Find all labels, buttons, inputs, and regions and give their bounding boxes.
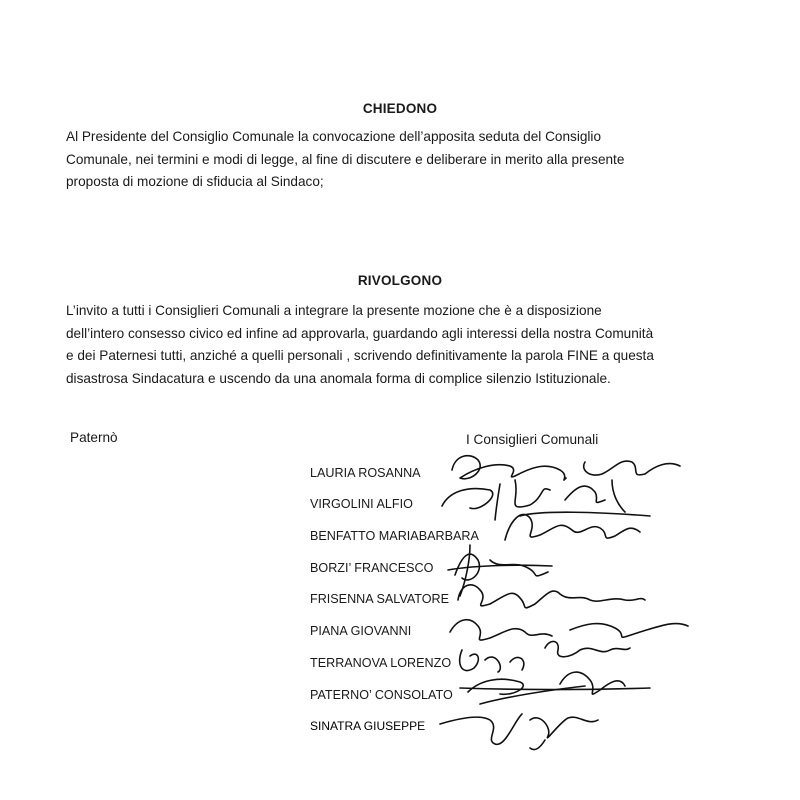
signer-name: TERRANOVA LORENZO bbox=[310, 656, 452, 670]
signature-scribble bbox=[460, 688, 650, 690]
signer-name: VIRGOLINI ALFIO bbox=[310, 497, 413, 511]
signature-scribble bbox=[545, 641, 630, 656]
signer-name: PIANA GIOVANNI bbox=[310, 624, 412, 638]
signature-scribble bbox=[505, 514, 640, 540]
paragraph-line: Al Presidente del Consiglio Comunale la convocazione dell’apposita seduta del Consiglio bbox=[66, 129, 602, 144]
paragraph-chiedono bbox=[66, 126, 726, 194]
signer-name: SINATRA GIUSEPPE bbox=[310, 719, 426, 733]
signature-scribble bbox=[450, 620, 688, 640]
paragraph-line: dell’intero consesso civico ed infine ad approvarla, guardando agli interessi della nostra Comunità bbox=[66, 325, 654, 341]
signature-scribble bbox=[460, 650, 524, 672]
heading-chiedono: CHIEDONO bbox=[362, 101, 438, 116]
paragraph-line: Comunale, nei termini e modi di legge, al fine di discutere e deliberare in merito alla presente bbox=[66, 151, 625, 167]
paragraph-line: disastrosa Sindacatura e uscendo da una anomala forma di complice silenzio Istituzionale. bbox=[66, 370, 611, 386]
paragraph-line: proposta di mozione di sfiducia al Sindaco; bbox=[66, 174, 324, 189]
paragraph-rivolgono bbox=[66, 300, 726, 390]
signer-name: PATERNO’ CONSOLATO bbox=[310, 688, 453, 702]
signature-scribble bbox=[440, 714, 598, 750]
paragraph-line: e dei Paternesi tutti, anziché a quelli personali , scrivendo definitivamente la parola FINE a questa bbox=[66, 348, 654, 363]
heading-rivolgono: RIVOLGONO bbox=[357, 273, 443, 288]
signer-name: BORZI’ FRANCESCO bbox=[310, 561, 434, 575]
place-label: Paternò bbox=[70, 430, 118, 445]
signers-title: I Consiglieri Comunali bbox=[466, 432, 599, 447]
signature-scribble bbox=[448, 565, 552, 570]
signature-scribble bbox=[468, 672, 625, 704]
paragraph-line: L’invito a tutti i Consiglieri Comunali a integrare la presente mozione che è a disposizione bbox=[66, 303, 602, 318]
signature-scribble bbox=[455, 545, 548, 596]
signature-scribble bbox=[565, 480, 625, 512]
signer-name: BENFATTO MARIABARBARA bbox=[310, 529, 479, 543]
signature-scribble bbox=[442, 480, 550, 520]
signature-scribble bbox=[584, 461, 680, 475]
signer-name: FRISENNA SALVATORE bbox=[310, 592, 450, 606]
signature-scribble bbox=[458, 585, 645, 608]
signature-scribble bbox=[520, 512, 650, 516]
signer-name: LAURIA ROSANNA bbox=[310, 466, 421, 480]
signature-scribble bbox=[452, 456, 566, 480]
